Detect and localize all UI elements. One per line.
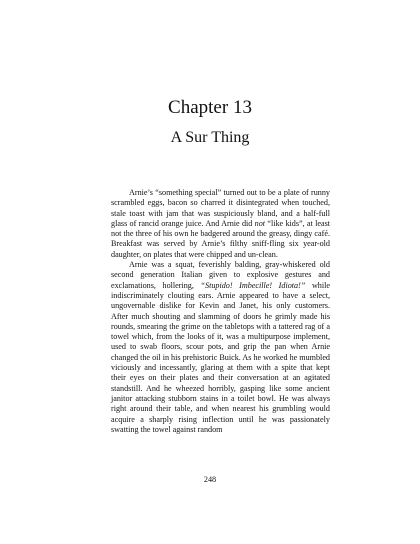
text-run-italic: not [254, 218, 266, 228]
paragraph [111, 188, 330, 260]
chapter-title: A Sur Thing [170, 129, 250, 146]
body-text [111, 188, 330, 435]
text-run: while indiscriminately clouting ears. Arnie appeared to have a select, ungovernable dislike for Kevin and Janet, his only customers. After much shouting and slamming of doors he grimly made his rounds, smearing the grime on the tabletops with a tattered rag of a towel which, from the looks of it, was a multipurpose implement, used to swab floors, scour pots, and grip the pan when Arnie changed the oil in his prehistoric Buick. As he worked he mumbled viciously and incessantly, glaring at them with a spite that kept their eyes on their plates and their conversation at an agitated standstill. And he wheezed horribly, gasping like some ancient janitor attacking stubborn stains in a toilet bowl. He was always right around their table, and when nearest his grumbling would acquire a sharply rising inflection until he was passionately swatting the towel against random [111, 280, 330, 434]
text-run: Arnie’s “something special” turned out to be a plate of runny scrambled eggs, bacon so charred it disintegrated when touched, stale toast with jam that was suspiciously bland, and a half-full glass of rancid orange juice. And Arnie did [111, 188, 330, 228]
text-run: “like kids”, at least not the three of his own he badgered around the greasy, dingy café. Breakfast was served by Arnie’s filthy sniff-fling six year-old daughter, on plates that were chipped and un-clean. [111, 218, 330, 259]
text-run: Arnie was a squat, feverishly balding, gray-whiskered old second generation Italian given to explosive gestures and exclamations, hollering, [111, 260, 330, 290]
text-run-italic: “Stupido! Imbecille! Idiota!” [200, 280, 306, 290]
paragraph [111, 260, 330, 435]
chapter-number: Chapter 13 [168, 97, 252, 118]
page-number: 248 [203, 475, 217, 484]
